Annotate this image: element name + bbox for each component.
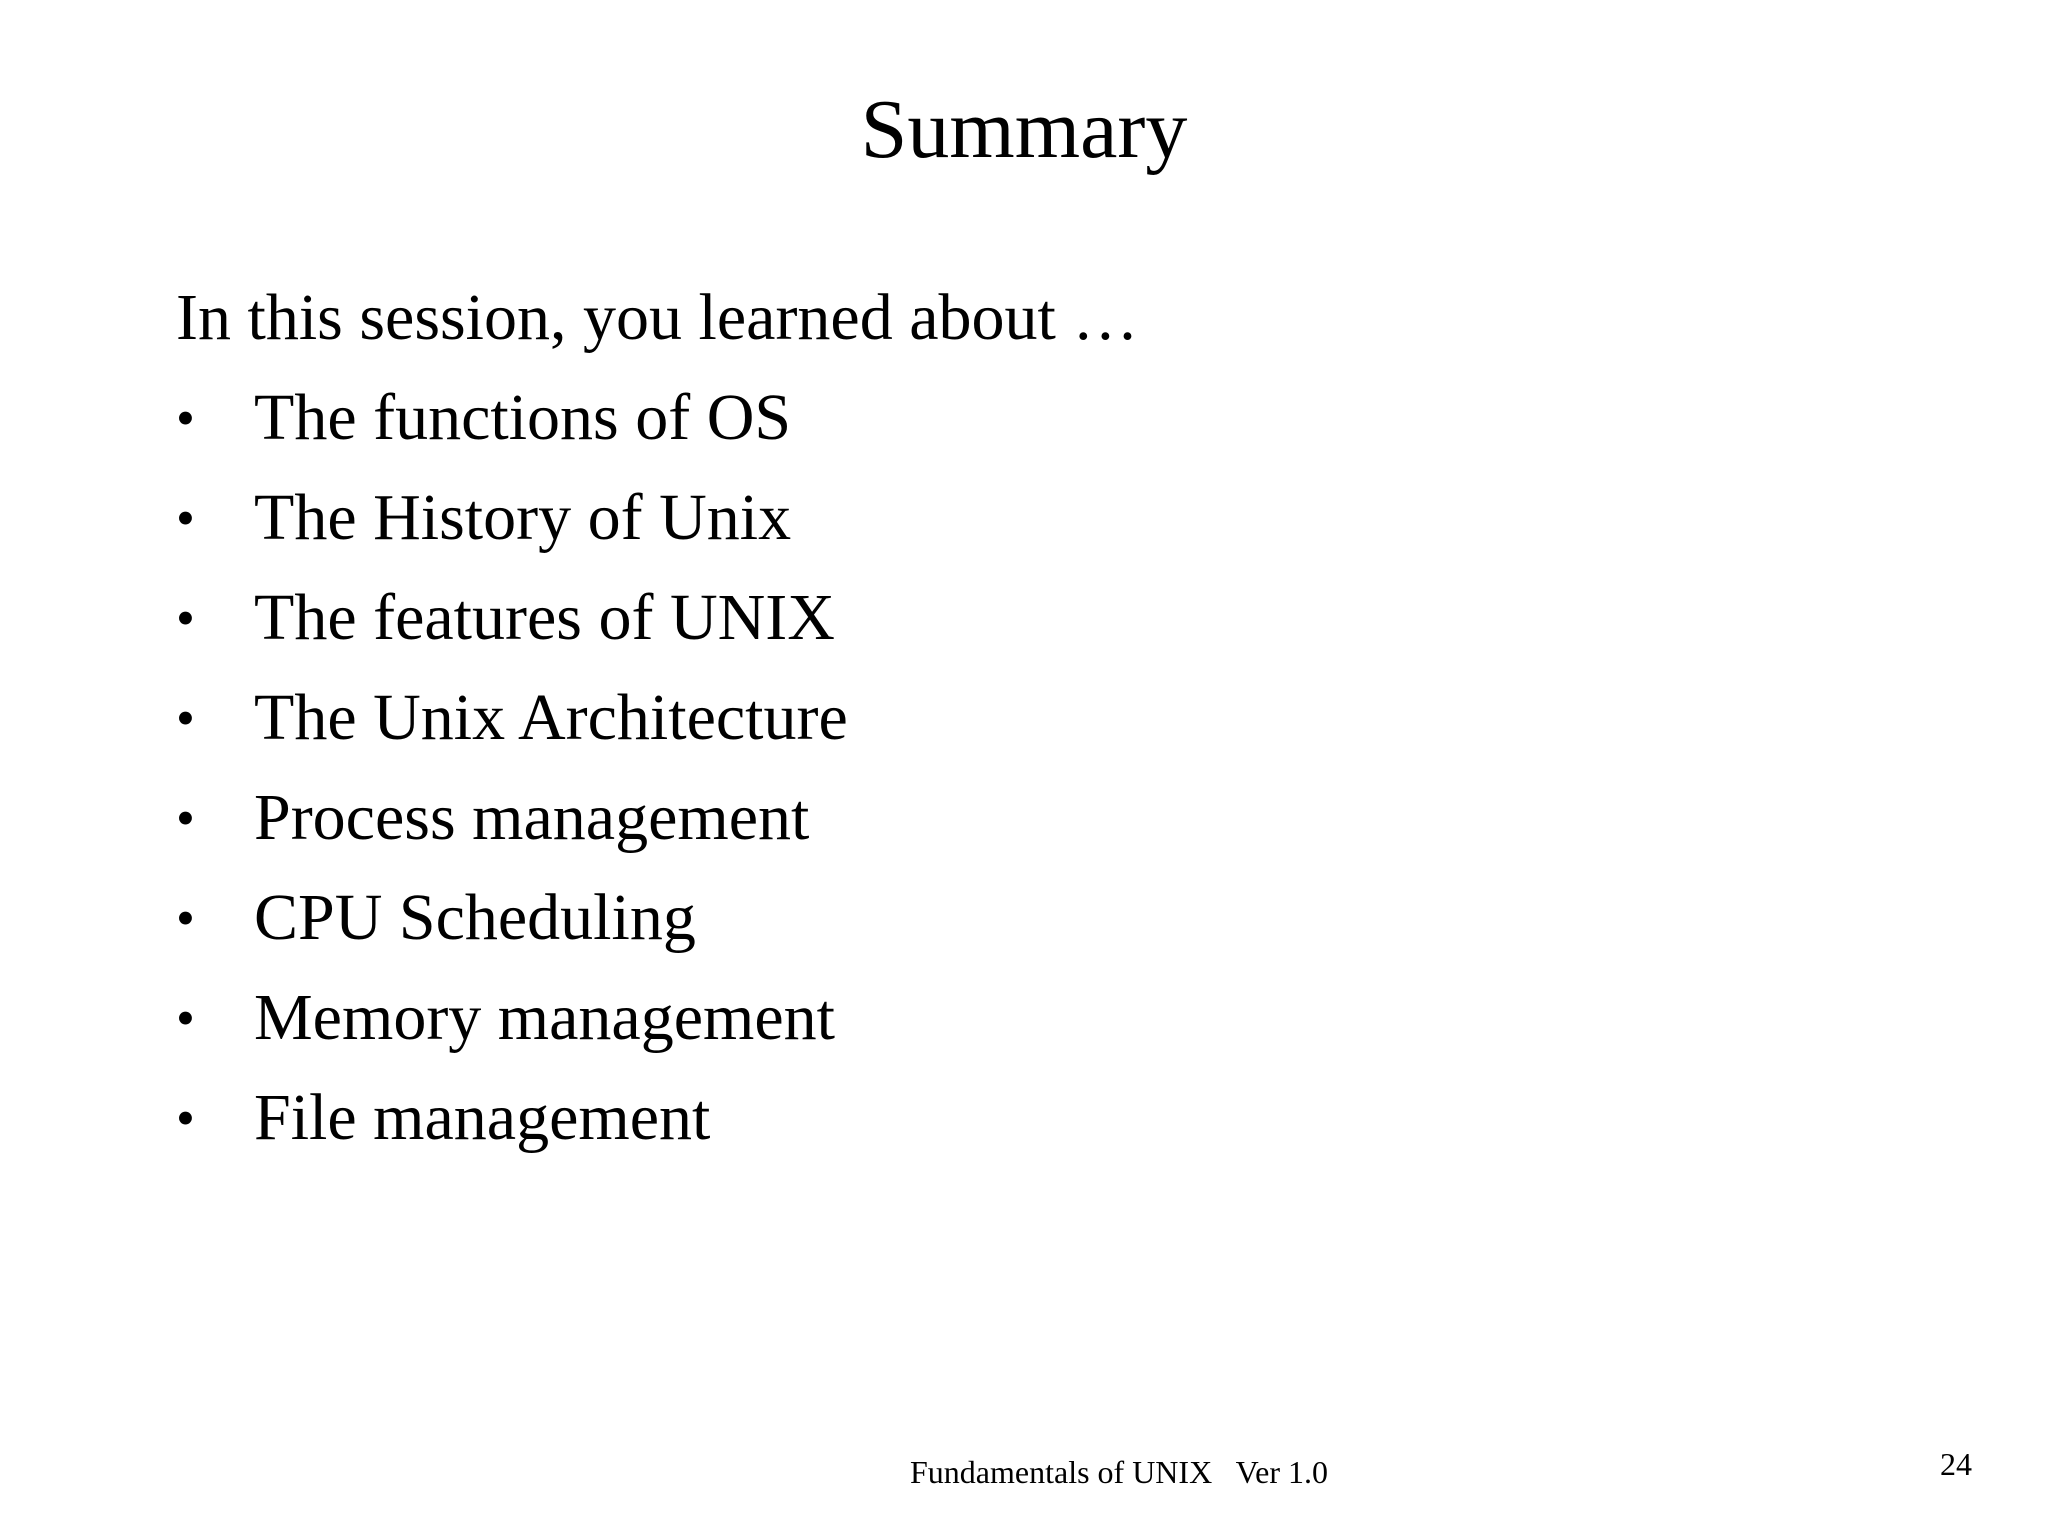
- bullet-dot-icon: •: [176, 888, 195, 948]
- bullet-text: Memory management: [254, 981, 835, 1054]
- page-number: 24: [1940, 1446, 1972, 1482]
- bullet-dot-icon: •: [176, 488, 195, 548]
- bullet-text: CPU Scheduling: [254, 881, 696, 954]
- bullet-text: The History of Unix: [254, 481, 792, 554]
- bullet-text: The functions of OS: [254, 381, 792, 454]
- bullet-dot-icon: •: [176, 788, 195, 848]
- bullet-text: Process management: [254, 781, 810, 854]
- bullet-text: The features of UNIX: [254, 581, 835, 654]
- slide-title: Summary: [860, 83, 1188, 176]
- bullet-dot-icon: •: [176, 688, 195, 748]
- slide-footer: Fundamentals of UNIX Ver 1.0: [910, 1454, 1329, 1490]
- bullet-text: File management: [254, 1081, 711, 1154]
- intro-text: In this session, you learned about …: [176, 281, 1139, 354]
- bullet-dot-icon: •: [176, 1088, 195, 1148]
- bullet-dot-icon: •: [176, 588, 195, 648]
- bullet-dot-icon: •: [176, 388, 195, 448]
- bullet-dot-icon: •: [176, 988, 195, 1048]
- bullet-text: The Unix Architecture: [254, 681, 848, 754]
